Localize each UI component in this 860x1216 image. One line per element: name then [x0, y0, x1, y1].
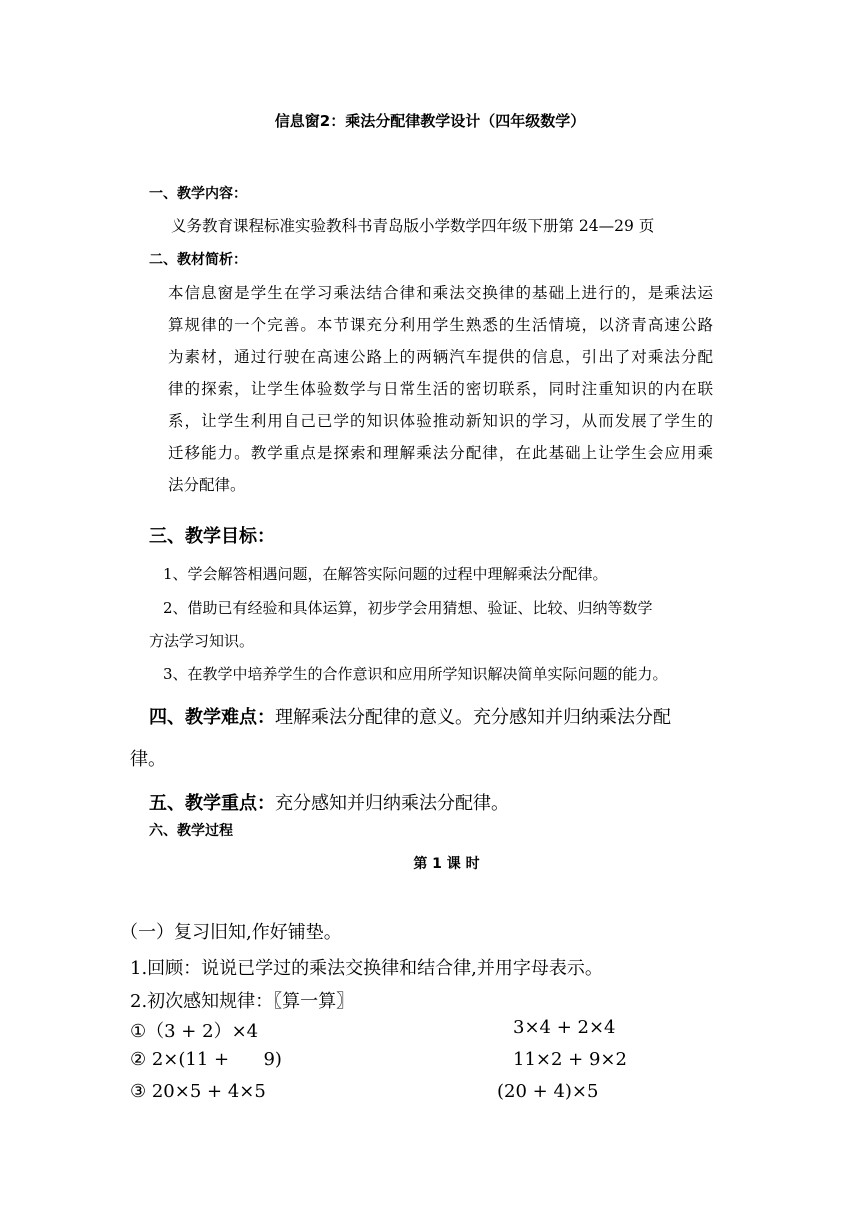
review-heading: （一）复习旧知,作好铺垫。 [120, 922, 342, 943]
exercise-right: (20 + 4)×5 [497, 1081, 599, 1102]
exercise-right: 11×2 + 9×2 [513, 1049, 627, 1070]
review-item-2: 2.初次感知规律：〖算一算〗 [130, 991, 355, 1012]
section-6-heading: 六、教学过程 [149, 823, 233, 839]
section-2-heading: 二、教材简析： [149, 252, 247, 268]
section-2-paragraph [168, 277, 713, 501]
exercise-right: 3×4 + 2×4 [513, 1017, 616, 1038]
section-3-heading: 三、教学目标： [149, 526, 275, 547]
paragraph-line: 迁移能力。教学重点是探索和理解乘法分配律，在此基础上让学生会应用乘 [168, 444, 713, 462]
review-item-1: 1.回顾：说说已学过的乘法交换律和结合律,并用字母表示。 [130, 958, 603, 979]
lesson-title: 第 1 课 时 [413, 856, 480, 872]
section-5 [149, 789, 509, 815]
paragraph-line: 律的探索，让学生体验数学与日常生活的密切联系，同时注重知识的内在联 [168, 380, 713, 398]
paragraph-line: 法分配律。 [168, 476, 246, 494]
exercise-left: ③ 20×5 + 4×5 [130, 1081, 266, 1102]
exercise-left: ①（3 + 2）×4 [130, 1021, 259, 1042]
objective-item: 3、在教学中培养学生的合作意识和应用所学知识解决简单实际问题的能力。 [163, 665, 668, 683]
section-4-text-continued: 律。 [130, 749, 166, 770]
paragraph-line: 系，让学生利用自己已学的知识体验推动新知识的学习，从而发展了学生的 [168, 412, 713, 430]
objective-item: 2、借助已有经验和具体运算，初步学会用猜想、验证、比较、归纳等数学 [163, 599, 653, 617]
section-1-heading: 一、教学内容： [149, 186, 247, 202]
paragraph-line: 本信息窗是学生在学习乘法结合律和乘法交换律的基础上进行的，是乘法运 [168, 284, 713, 302]
paragraph-line: 为素材，通过行驶在高速公路上的两辆汽车提供的信息，引出了对乘法分配 [168, 348, 713, 366]
section-4 [149, 703, 671, 729]
section-5-heading: 五、教学重点： [149, 793, 275, 814]
section-5-text: 充分感知并归纳乘法分配律。 [275, 793, 509, 814]
section-4-text: 理解乘法分配律的意义。充分感知并归纳乘法分配 [275, 707, 671, 728]
section-4-heading: 四、教学难点： [149, 707, 275, 728]
objective-item: 1、学会解答相遇问题，在解答实际问题的过程中理解乘法分配律。 [163, 565, 608, 583]
paragraph-line: 算规律的一个完善。本节课充分利用学生熟悉的生活情境，以济青高速公路 [168, 316, 713, 334]
section-1-text: 义务教育课程标准实验教科书青岛版小学数学四年级下册第 24—29 页 [171, 217, 655, 235]
objective-item-continued: 方法学习知识。 [149, 632, 255, 650]
exercise-left: ② 2×(11 + 9) [130, 1049, 282, 1070]
document-title: 信息窗2：乘法分配律教学设计（四年级数学） [274, 112, 586, 130]
